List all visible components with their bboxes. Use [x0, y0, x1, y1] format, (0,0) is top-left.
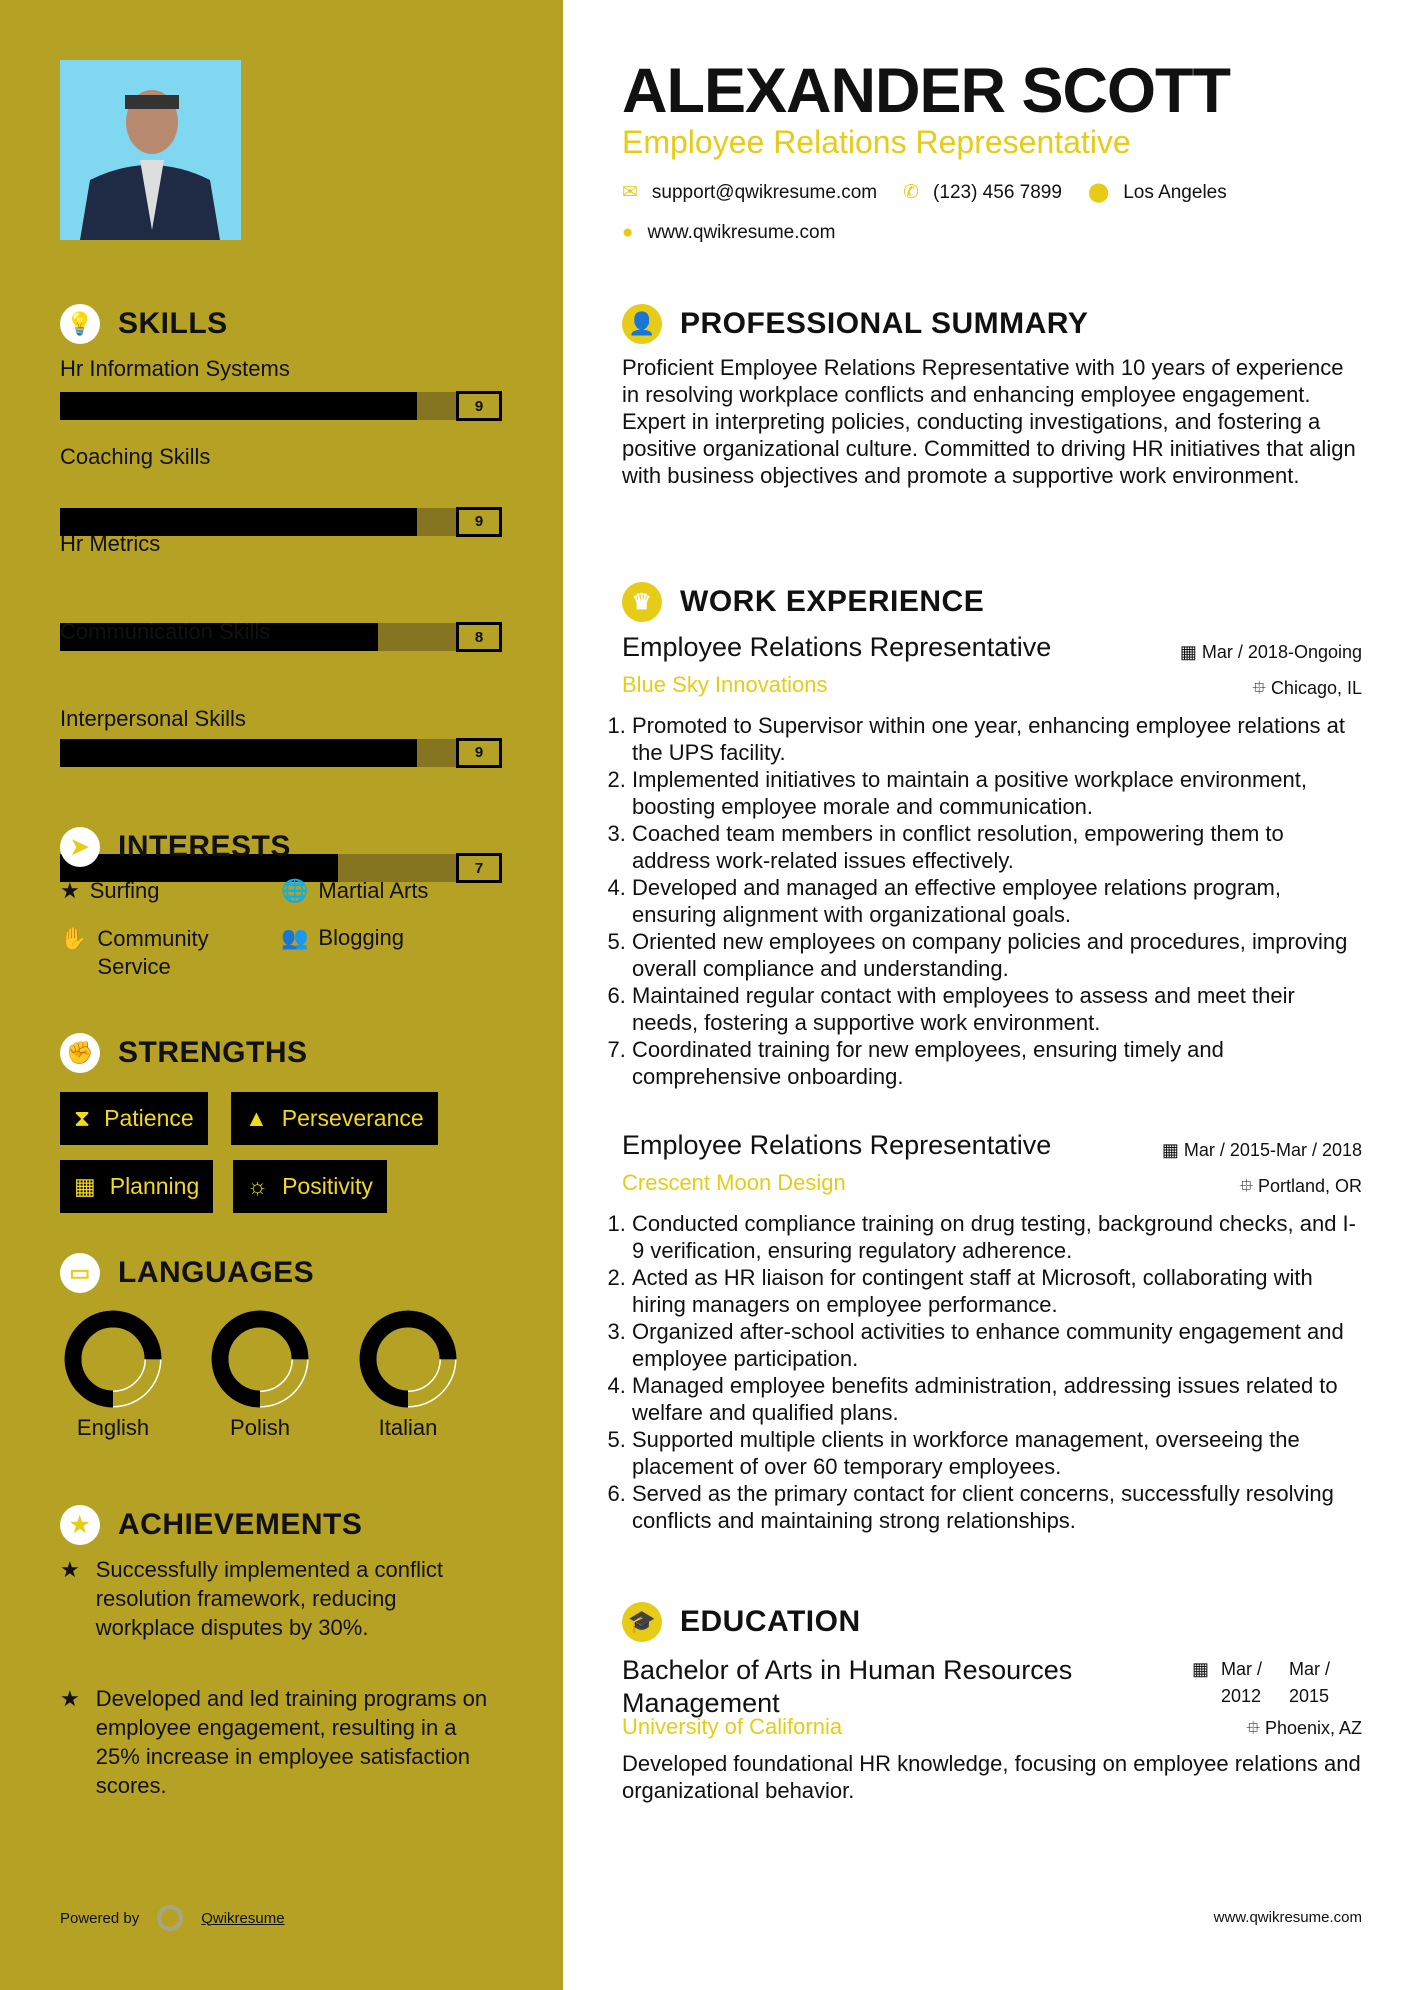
education-location: ⯐ Phoenix, AZ [1246, 1718, 1362, 1738]
strength-tag: ▲ Perseverance [231, 1092, 438, 1145]
users-icon: 👥 [281, 925, 309, 950]
achievement-item: ★ Developed and led training programs on employee engagement, resulting in a 25% increase in employee satisfaction scores. [60, 1686, 488, 1798]
work-heading: ♛ WORK EXPERIENCE [622, 582, 984, 622]
globe-icon: ● [622, 222, 634, 243]
languages-heading: ▭ LANGUAGES [60, 1253, 314, 1293]
fist-icon: ✊ [60, 1033, 100, 1073]
skill-bar [60, 392, 502, 420]
bullet-item: 4. Developed and managed an effective employee relations program, ensuring alignment with organizational goals. [632, 874, 1364, 928]
bullet-item: 5. Supported multiple clients in workforce management, overseeing the placement of over 60 temporary employees. [632, 1426, 1364, 1480]
footer-website[interactable]: www.qwikresume.com [1213, 1909, 1362, 1926]
bullet-item: 6. Maintained regular contact with employees to assess and meet their needs, fostering a supportive work environment. [632, 982, 1364, 1036]
skill-bar-fill [60, 392, 417, 420]
job-title: Employee Relations Representative [622, 124, 1131, 160]
bullet-item: 2. Implemented initiatives to maintain a positive workplace environment, boosting employee morale and communication. [632, 766, 1364, 820]
job-dates: ▦ Mar / 2018-Ongoing [1179, 642, 1362, 662]
interest-item: ✋ Community Service [60, 926, 209, 979]
chair-icon: ♛ [622, 582, 662, 622]
job-location: ⯐ Portland, OR [1239, 1176, 1362, 1196]
star-icon: ★ [60, 878, 80, 903]
website-row [622, 222, 835, 244]
company: Crescent Moon Design [622, 1170, 846, 1195]
language-donut [63, 1309, 163, 1409]
calendar-icon: ▦ [1192, 1659, 1210, 1679]
skill-score: 9 [456, 391, 502, 421]
job-bullets [614, 712, 1364, 1090]
hourglass-icon: ⧗ [74, 1105, 91, 1131]
skill-score: 9 [456, 507, 502, 537]
job-location: ⯐ Chicago, IL [1252, 678, 1362, 698]
skill-score: 8 [456, 622, 502, 652]
bullet-item: 5. Oriented new employees on company policies and procedures, improving overall compliance and understanding. [632, 928, 1364, 982]
language-label: Italian [378, 1415, 438, 1440]
envelope-icon: ✉ [622, 182, 638, 203]
phone: (123) 456 7899 [933, 181, 1062, 203]
calendar-icon: ▦ [1179, 642, 1197, 662]
hand-icon: ✋ [60, 926, 88, 951]
job-title: Employee Relations Representative [622, 632, 1052, 662]
strength-tag: ⧗ Patience [60, 1092, 208, 1145]
achievements-heading: ★ ACHIEVEMENTS [60, 1505, 362, 1545]
bullet-item: 1. Promoted to Supervisor within one year, enhancing employee relations at the UPS facility. [632, 712, 1364, 766]
language-icon: ▭ [60, 1253, 100, 1293]
bullet-item: 7. Coordinated training for new employees, ensuring timely and comprehensive onboarding. [632, 1036, 1364, 1090]
company: Blue Sky Innovations [622, 672, 828, 697]
skill-label: Coaching Skills [60, 443, 211, 469]
bullet-item: 4. Managed employee benefits administration, addressing issues related to welfare and qualified plans. [632, 1372, 1364, 1426]
skill-label: Interpersonal Skills [60, 706, 246, 732]
language-donut [358, 1309, 458, 1409]
profile-photo [60, 60, 241, 240]
user-icon: 👤 [622, 304, 662, 344]
job-dates: ▦ Mar / 2015-Mar / 2018 [1161, 1140, 1362, 1160]
paper-plane-icon: ➤ [60, 827, 100, 867]
summary-heading: 👤 PROFESSIONAL SUMMARY [622, 304, 1088, 344]
job-bullets [614, 1210, 1364, 1534]
skill-bar [60, 739, 502, 767]
lightbulb-icon: 💡 [60, 304, 100, 344]
calendar-icon: ▦ [74, 1173, 96, 1199]
strengths-heading: ✊ STRENGTHS [60, 1033, 308, 1073]
language-donut [210, 1309, 310, 1409]
shooting-star-icon: ★ [60, 1557, 80, 1582]
calendar-icon: ▦ [1161, 1140, 1179, 1160]
qwikresume-link[interactable]: Qwikresume [201, 1909, 285, 1927]
degree: Bachelor of Arts in Human Resources Management [622, 1655, 1073, 1718]
skill-label: Communication Skills [60, 618, 271, 644]
powered-by: Powered by Qwikresume [60, 1905, 285, 1931]
candidate-name: ALEXANDER SCOTT [622, 56, 1231, 126]
interests-heading: ➤ INTERESTS [60, 827, 291, 867]
bullet-item: 2. Acted as HR liaison for contingent staff at Microsoft, collaborating with hiring managers on employee performance. [632, 1264, 1364, 1318]
bullet-item: 1. Conducted compliance training on drug testing, background checks, and I-9 verification, ensuring regulatory adherence. [632, 1210, 1364, 1264]
strength-tag: ▦ Planning [60, 1160, 213, 1213]
skill-bar-fill [60, 739, 417, 767]
road-icon: ▲ [245, 1105, 268, 1131]
bullet-item: 3. Organized after-school activities to enhance community engagement and employee participation. [632, 1318, 1364, 1372]
achievement-item: ★ Successfully implemented a conflict resolution framework, reducing workplace disputes by 30%. [60, 1557, 443, 1640]
summary-text: Proficient Employee Relations Representative with 10 years of experience in resolving workplace conflicts and enhancing employee engagement. Expert in interpreting policies, conducting investigations, and fostering a positive organizational culture. Committed to driving HR initiatives that align with business objectives and promote a supportive work environment. [622, 355, 1356, 488]
skill-label: Hr Metrics [60, 531, 161, 557]
education-dates: ▦ Mar / 2012 Mar / 2015 [1192, 1656, 1345, 1710]
email[interactable]: support@qwikresume.com [651, 181, 878, 203]
qwikresume-logo-icon [157, 1905, 183, 1931]
job-title: Employee Relations Representative [622, 1130, 1052, 1160]
interest-item: 👥 Blogging [281, 925, 405, 950]
skill-score: 7 [456, 853, 502, 883]
location: Los Angeles [1123, 181, 1227, 203]
skill-score: 9 [456, 738, 502, 768]
education-description: Developed foundational HR knowledge, focusing on employee relations and organizational behavior. [622, 1751, 1361, 1803]
website[interactable]: www.qwikresume.com [647, 222, 836, 243]
pin-icon: ⯐ [1239, 1176, 1253, 1196]
sun-icon: ☼ [247, 1173, 269, 1199]
graduate-icon: 🎓 [622, 1602, 662, 1642]
interest-item: ★ Surfing [60, 878, 160, 903]
interest-item: 🌐 Martial Arts [281, 878, 429, 903]
school: University of California [622, 1714, 843, 1739]
skill-label: Hr Information Systems [60, 356, 290, 381]
contact-row [622, 181, 1227, 204]
skills-heading: 💡 SKILLS [60, 304, 228, 344]
star-icon: ★ [60, 1505, 100, 1545]
strength-tag: ☼ Positivity [233, 1160, 387, 1213]
language-label: Polish [230, 1415, 290, 1440]
pin-icon: ⯐ [1252, 678, 1266, 698]
shooting-star-icon: ★ [60, 1686, 80, 1711]
education-heading: 🎓 EDUCATION [622, 1602, 861, 1642]
bullet-item: 3. Coached team members in conflict resolution, empowering them to address work-related issues effectively. [632, 820, 1364, 874]
language-label: English [76, 1415, 150, 1440]
bullet-item: 6. Served as the primary contact for client concerns, successfully resolving conflicts and maintaining strong relationships. [632, 1480, 1364, 1534]
phone-icon: ✆ [903, 182, 920, 203]
map-marker-icon: ⬤ [1087, 182, 1110, 203]
globe-icon: 🌐 [281, 878, 309, 903]
